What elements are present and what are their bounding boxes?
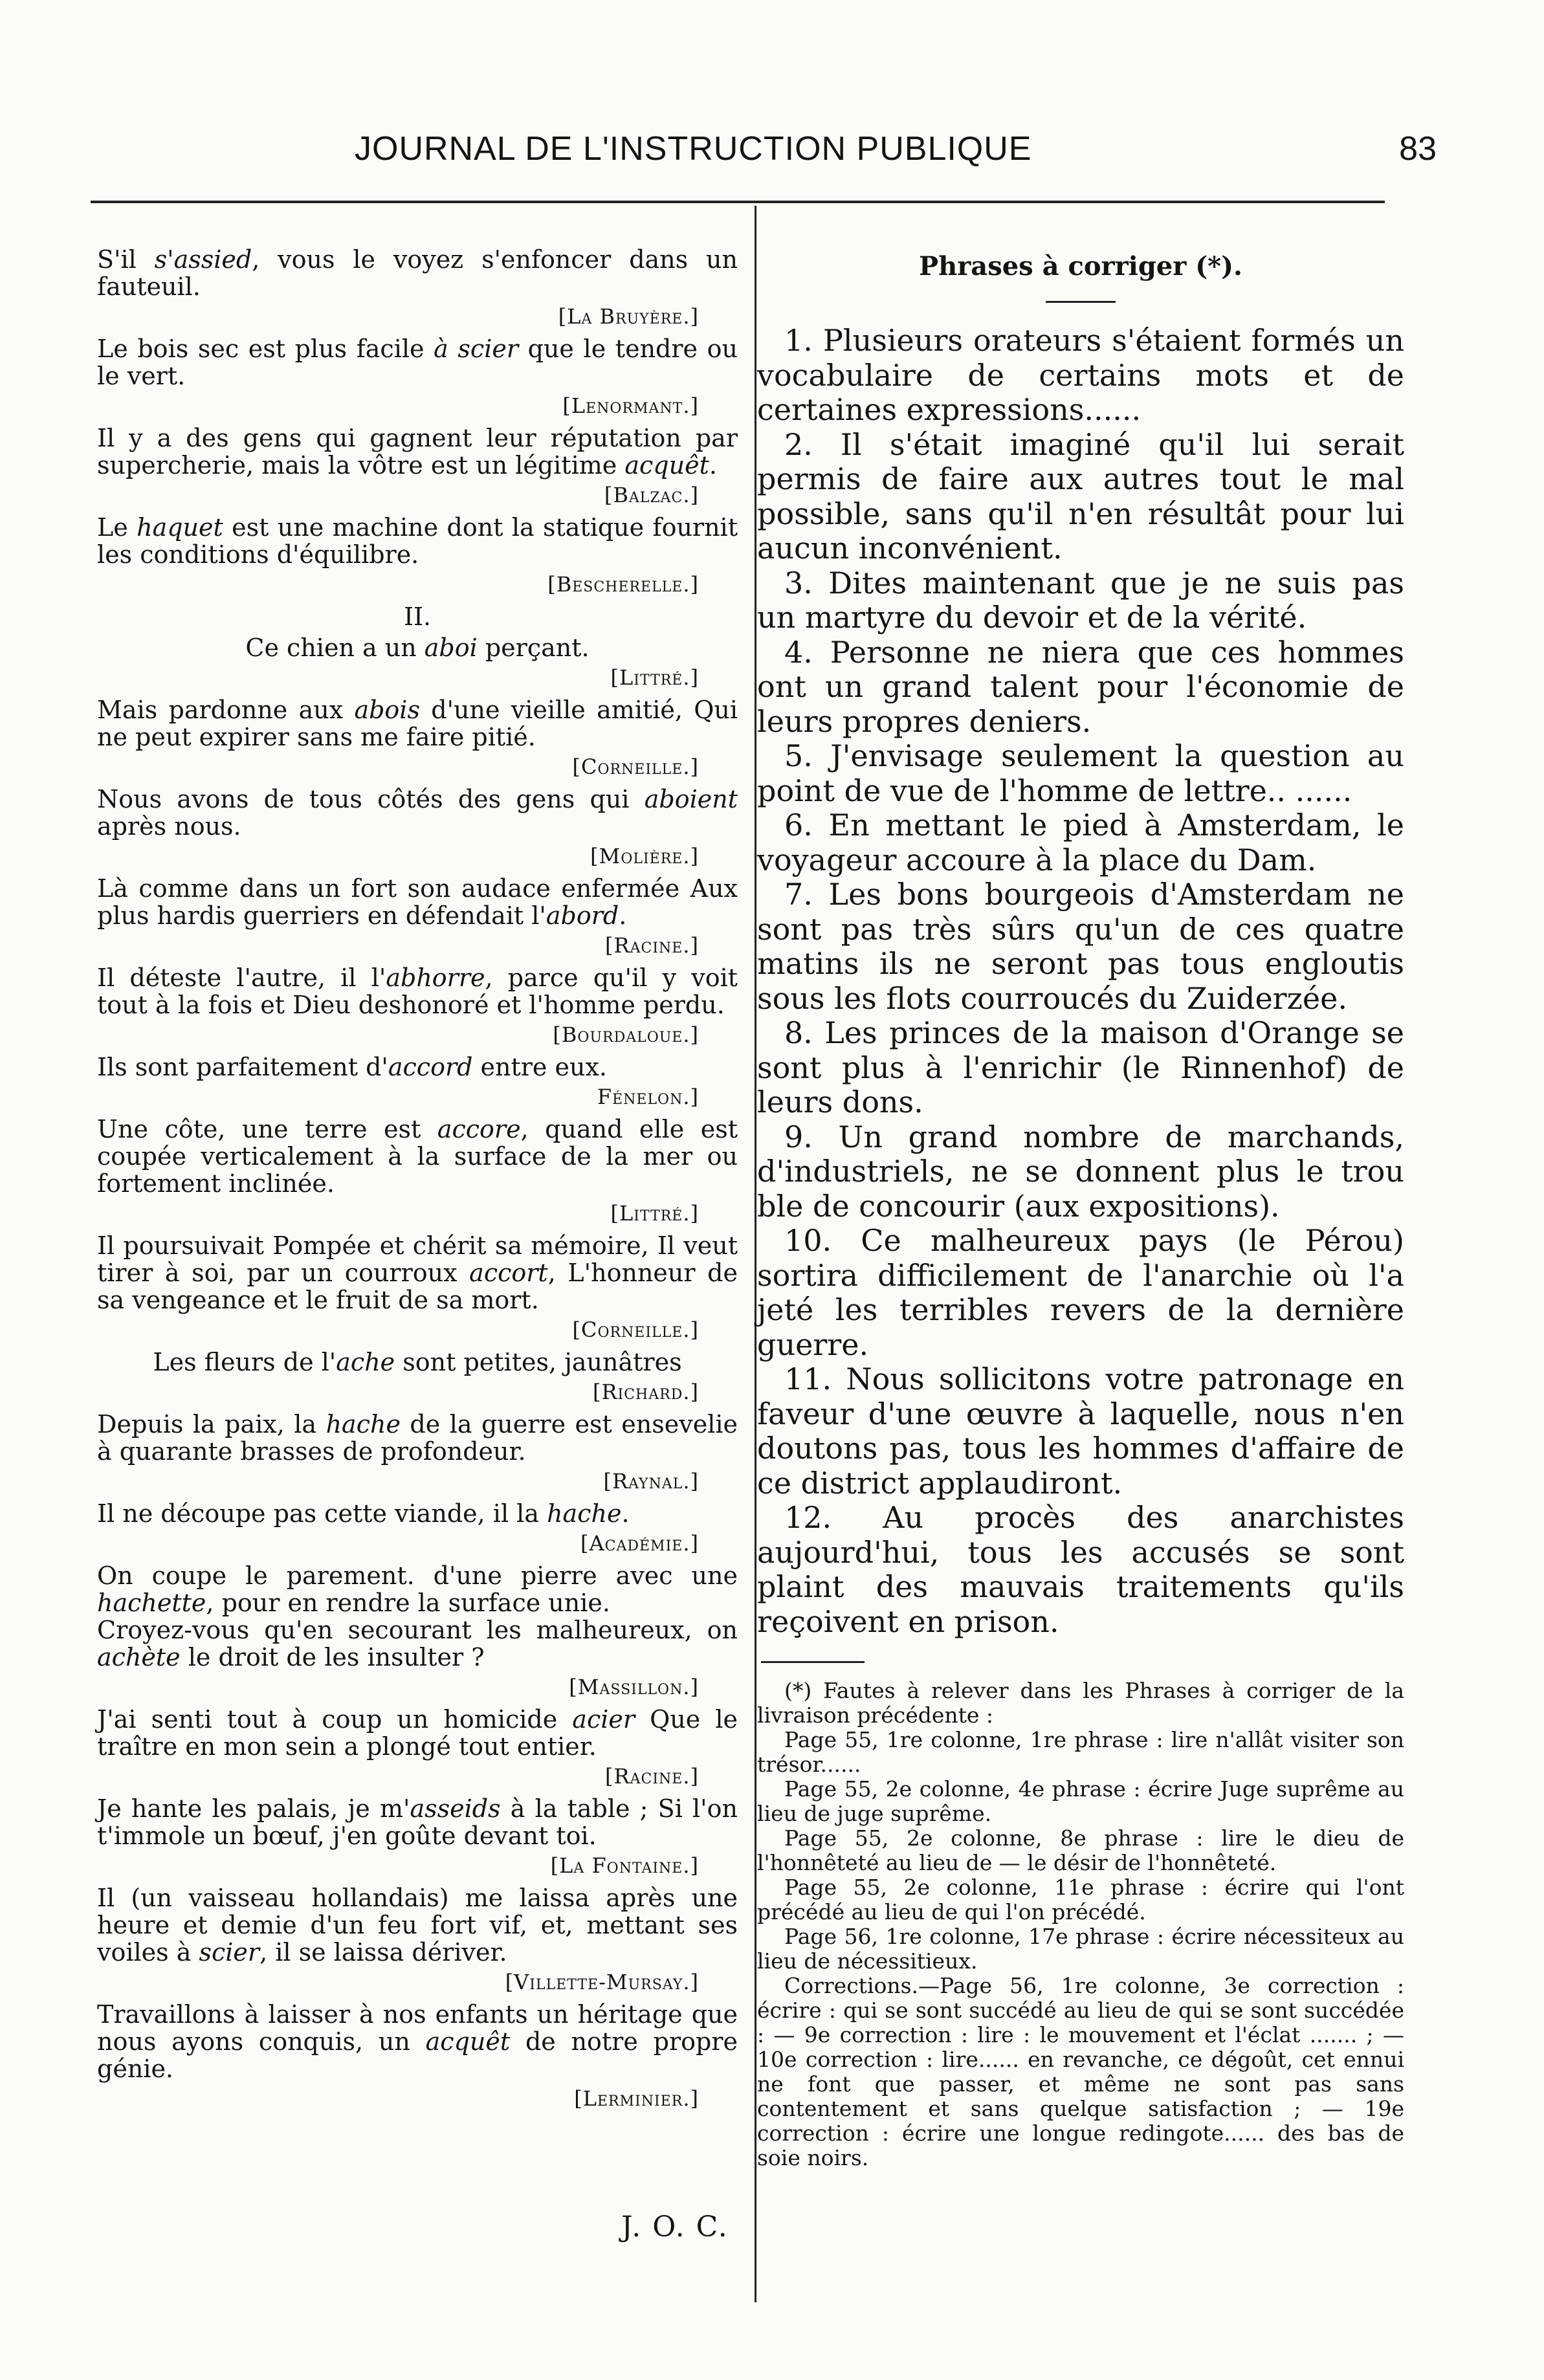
citation-text: le droit de les insulter ?	[180, 1643, 485, 1671]
header-rule	[91, 201, 1385, 203]
footnote-line: Page 55, 1re colonne, 1re phrase : lire n'allât visiter son trésor......	[757, 1727, 1404, 1777]
column-divider	[755, 206, 756, 2302]
citation-text: Que le traître en mon sein a plongé tout entier.	[97, 1705, 738, 1761]
phrase-item: 5. J'envisage seulement la question au point de vue de l'homme de lettre.. ......	[757, 738, 1404, 808]
citation-source: [Racine.]	[605, 933, 699, 958]
citation-text: , parce qu'il y voit tout à la fois et Dieu deshonoré et l'homme perdu.	[97, 964, 738, 1019]
citation	[97, 1706, 738, 1760]
citation-text: que le tendre ou le vert.	[97, 335, 738, 390]
citation-text: Il déteste l'autre, il l'	[97, 964, 386, 992]
citation-source: [Littré.]	[610, 1201, 699, 1226]
headword: acquêt	[425, 2027, 511, 2056]
citation-source: [Bourdaloue.]	[553, 1022, 699, 1047]
citation-text: Il y a des gens qui gagnent leur réputation par supercherie, mais la vôtre est un légitime	[97, 424, 738, 479]
citation-text: est une machine dont la statique fournit les conditions d'équilibre.	[97, 513, 738, 569]
footnote-line: Page 56, 1re colonne, 17e phrase : écrire nécessiteux au lieu de nécessitieux.	[757, 1924, 1404, 1974]
phrase-item: 9. Un grand nombre de marchands, d'industriels, ne se donnent plus le trou ble de concourir (aux expositions).	[757, 1119, 1404, 1224]
citation-text: , quand elle est coupée verticalement à la surface de la mer ou fortement inclinée.	[97, 1115, 738, 1198]
citation	[97, 1562, 738, 1616]
citation-source: [Corneille.]	[572, 1317, 699, 1342]
citation	[97, 786, 738, 840]
headword: ache	[336, 1348, 395, 1376]
footnote-line: Page 55, 2e colonne, 11e phrase : écrire qui l'ont précédé au lieu de qui l'on précédé.	[757, 1875, 1404, 1924]
citation-source: [Villette-Mursay.]	[505, 1970, 699, 1994]
headword: abord	[546, 901, 619, 930]
citation	[97, 1053, 738, 1081]
citation-text: Le bois sec est plus facile	[97, 335, 434, 363]
citation-source: [Molière.]	[590, 844, 699, 868]
citation	[97, 634, 738, 661]
citation-source: [Lenormant.]	[562, 393, 699, 418]
citation	[97, 1500, 738, 1527]
headword: haquet	[137, 513, 223, 542]
citation-text: à la table ; Si l'on t'immole un bœuf, j'en goûte devant toi.	[97, 1794, 738, 1850]
headword: accord	[388, 1053, 473, 1081]
headword: abhorre	[386, 964, 485, 992]
headword: hache	[547, 1499, 622, 1528]
phrases-list	[757, 324, 1404, 1639]
citation-text: Ils sont parfaitement d'	[97, 1053, 388, 1081]
phrases-title: Phrases à corriger (*).	[919, 251, 1242, 281]
citation-text: Les fleurs de l'	[153, 1348, 336, 1376]
signature: J. O. C.	[621, 2210, 729, 2243]
citation-text: Le	[97, 513, 137, 542]
citation	[97, 1795, 738, 1849]
citation-text: S'il	[97, 245, 155, 274]
citation-text: Travaillons à laisser à nos enfants un héritage que nous ayons conquis, un	[97, 2000, 738, 2056]
citation	[97, 1411, 738, 1465]
citation	[97, 1884, 738, 1966]
phrase-item: 11. Nous sollicitons votre patronage en faveur d'une œuvre à laquelle, nous n'en doutons pas, tous les hommes d'affaire de ce district applaudiront.	[757, 1361, 1404, 1501]
phrase-item: 4. Personne ne niera que ces hommes ont un grand talent pour l'économie de leurs propres deniers.	[757, 634, 1404, 739]
phrase-item: 12. Au procès des anarchistes aujourd'hui, tous les accusés se sont plaint des mauvais traitements qu'ils reçoivent en prison.	[757, 1500, 1404, 1639]
headword: hachette	[97, 1589, 206, 1617]
citation-text: , vous le voyez s'enfoncer dans un fauteuil.	[97, 245, 738, 301]
citation-text: Il ne découpe pas cette viande, il la	[97, 1499, 547, 1528]
citation-text: Croyez-vous qu'en secourant les malheureux, on	[97, 1616, 738, 1644]
footnote-line: Corrections.—Page 56, 1re colonne, 3e correction : écrire : qui se sont succédé au lieu de qui se sont succédée : — 9e correction : lire : le mouvement et l'éclat ....... ; — 10e correction : lire...... en revanche, ce dégoût, cet ennui ne font que passer, et même ne sont pas sans contentement et sans quelque satisfaction ; — 19e correction : écrire une longue redingote...... des bas de soie noirs.	[757, 1973, 1404, 2170]
citation-source: [Bescherelle.]	[547, 572, 699, 597]
headword: à scier	[434, 335, 518, 363]
citation-text: perçant.	[477, 634, 590, 662]
citation-text: après nous.	[97, 812, 241, 841]
right-column	[757, 251, 1404, 2170]
citation-source: [Académie.]	[580, 1531, 699, 1556]
phrase-item: 6. En mettant le pied à Amsterdam, le voyageur accoure à la place du Dam.	[757, 808, 1404, 877]
footnote-line: Page 55, 2e colonne, 8e phrase : lire le dieu de l'honnêteté au lieu de — le désir de l'honnêteté.	[757, 1825, 1404, 1875]
citation-text: Là comme dans un fort son audace enfermée Aux plus hardis guerriers en défendait l'	[97, 874, 738, 930]
headword: asseids	[410, 1794, 501, 1823]
journal-title: JOURNAL DE L'INSTRUCTION PUBLIQUE	[355, 130, 1032, 168]
running-head	[0, 129, 1544, 175]
citation	[97, 964, 738, 1019]
citation-text: Une côte, une terre est	[97, 1115, 437, 1143]
phrase-item: 1. Plusieurs orateurs s'étaient formés un vocabulaire de certains mots et de certaines expressions......	[757, 323, 1404, 427]
citation	[97, 1349, 738, 1376]
citation	[97, 696, 738, 751]
citation-source: [Littré.]	[610, 665, 699, 690]
left-column	[97, 246, 738, 2117]
headword: scier	[199, 1938, 260, 1967]
citation	[97, 514, 738, 568]
headword: abois	[354, 696, 420, 724]
phrase-item: 2. Il s'était imaginé qu'il lui serait permis de faire aux autres tout le mal possible, sans qu'il n'en résultât pour lui aucun inconvénient.	[757, 426, 1404, 566]
title-dash	[1046, 301, 1116, 303]
citation	[97, 424, 738, 479]
headword: accort	[469, 1259, 548, 1287]
citation	[97, 335, 738, 390]
citation-text: Je hante les palais, je m'	[97, 1794, 410, 1823]
citation-source: [Corneille.]	[572, 755, 699, 779]
citation-source: [Balzac.]	[604, 483, 699, 507]
page-number: 83	[1399, 130, 1437, 168]
citation-source: Fénelon.]	[597, 1085, 699, 1109]
citation-text: Mais pardonne aux	[97, 696, 355, 724]
citation-text: sont petites, jaunâtres	[395, 1348, 682, 1376]
citation-text: Il poursuivait Pompée et chérit sa mémoire, Il veut tirer à soi, par un courroux	[97, 1231, 738, 1287]
citation-text: Depuis la paix, la	[97, 1410, 326, 1438]
citation-text: Il (un vaisseau hollandais) me laissa après une heure et demie d'un feu fort vif, et, mettant ses voiles à	[97, 1884, 738, 1967]
citation	[97, 1232, 738, 1314]
citation	[97, 1616, 738, 1671]
citation-source: [Richard.]	[592, 1380, 699, 1404]
citation-source: [Massillon.]	[569, 1675, 699, 1699]
citation-text: , il se laissa dériver.	[259, 1938, 507, 1967]
phrase-item: 3. Dites maintenant que je ne suis pas un martyre du devoir et de la vérité.	[757, 565, 1404, 635]
headword: aboi	[424, 634, 478, 662]
citation	[97, 1116, 738, 1197]
headword: accore	[437, 1115, 521, 1143]
citation-text: Ce chien a un	[245, 634, 425, 662]
citation-source: [Raynal.]	[603, 1469, 699, 1493]
citation-text: entre eux.	[472, 1053, 607, 1081]
footnote-line: Page 55, 2e colonne, 4e phrase : écrire Juge suprême au lieu de juge suprême.	[757, 1776, 1404, 1826]
headword: hache	[325, 1410, 401, 1438]
citation	[97, 875, 738, 929]
citation-source: [La Bruyère.]	[558, 304, 699, 329]
headword: s'assied	[154, 245, 252, 274]
citation-text: On coupe le parement. d'une pierre avec une	[97, 1561, 738, 1590]
citation	[97, 2001, 738, 2082]
citation-source: [Lerminier.]	[574, 2086, 699, 2111]
citation-text: .	[709, 451, 717, 479]
citation-text: , pour en rendre la surface unie.	[206, 1589, 610, 1617]
citation-source: [La Fontaine.]	[550, 1853, 699, 1878]
citation-text: J'ai senti tout à coup un homicide	[97, 1705, 573, 1734]
citation-text: de la guerre est ensevelie à quarante brasses de profondeur.	[97, 1410, 738, 1466]
footnotes	[757, 1679, 1404, 2170]
headword: acier	[572, 1705, 635, 1734]
footnote-line: (*) Fautes à relever dans les Phrases à corriger de la livraison précédente :	[757, 1678, 1404, 1728]
citation-text: , L'honneur de sa vengeance et le fruit de sa mort.	[97, 1259, 738, 1314]
citation-text: .	[619, 901, 627, 930]
headword: aboient	[644, 785, 738, 813]
phrase-item: 10. Ce malheureux pays (le Pérou) sortira difficilement de l'anarchie où l'a jeté les terribles revers de la dernière guerre.	[757, 1223, 1404, 1362]
section-number: II.	[403, 602, 432, 631]
footnote-rule	[761, 1661, 865, 1663]
phrase-item: 8. Les princes de la maison d'Orange se sont plus à l'enrichir (le Rinnenhof) de leurs dons.	[757, 1015, 1404, 1119]
phrase-item: 7. Les bons bourgeois d'Amsterdam ne sont pas très sûrs qu'un de ces quatre matins ils ne seront pas tous engloutis sous les flots courroucés du Zuiderzée.	[757, 877, 1404, 1016]
headword: achète	[97, 1643, 181, 1671]
citation-text: de notre propre génie.	[97, 2027, 738, 2083]
citation	[97, 246, 738, 300]
headword: acquêt	[624, 451, 709, 479]
citation-source: [Racine.]	[605, 1764, 699, 1789]
citation-text: .	[621, 1499, 630, 1528]
citation-text: d'une vieille amitié, Qui ne peut expirer sans me faire pitié.	[97, 696, 738, 751]
citation-text: Nous avons de tous côtés des gens qui	[97, 785, 645, 813]
